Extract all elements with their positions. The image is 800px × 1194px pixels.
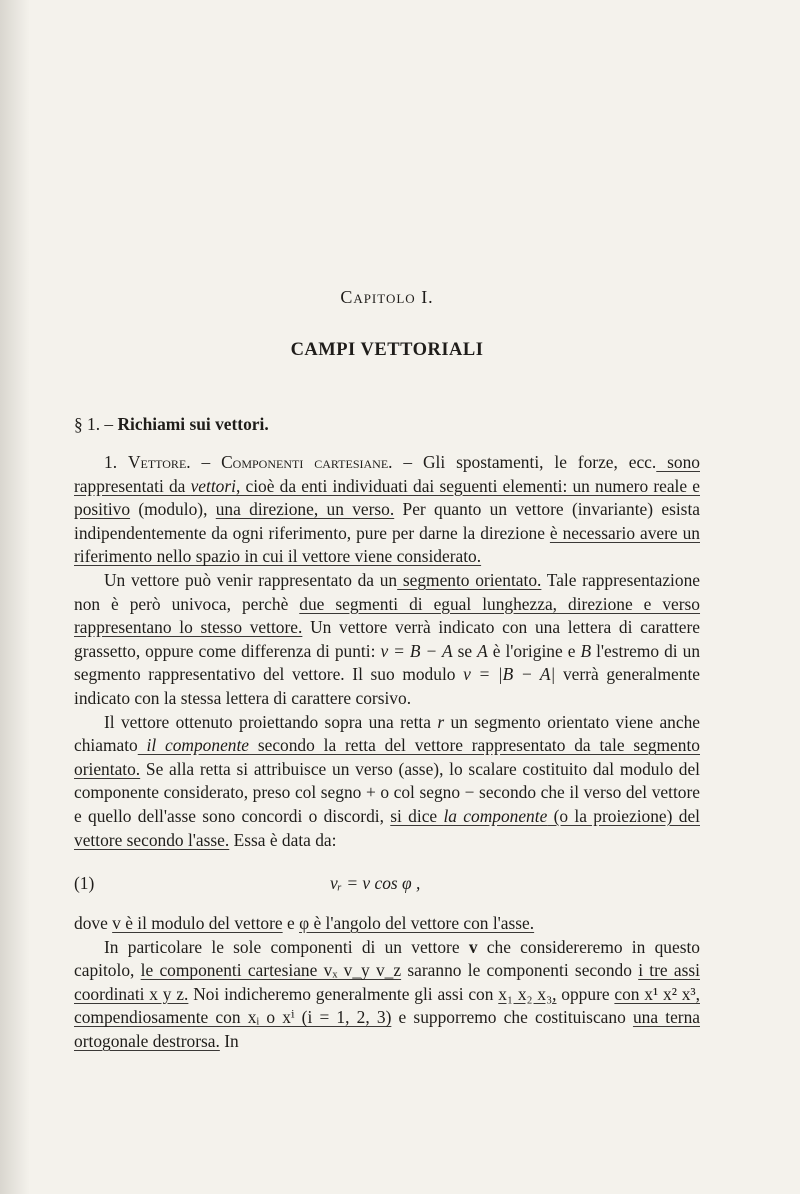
text: che considereremo in questo capitolo, xyxy=(74,936,700,981)
text: In particolare le sole componenti di un vettore xyxy=(104,936,469,957)
math-symbol: r xyxy=(437,711,445,732)
chapter-label: Capitolo I. xyxy=(340,287,434,307)
body-text xyxy=(74,451,700,1054)
underlined-text: le componenti cartesiane vₓ v_y v_z xyxy=(140,960,402,981)
chapter-title: CAMPI VETTORIALI xyxy=(290,340,484,360)
text: , cioè da enti individuati dai seguenti elementi: un numero reale e positivo xyxy=(74,475,700,520)
heading-componenti: Componenti cartesiane. xyxy=(221,452,393,472)
text: Il vettore ottenuto proiettando sopra una retta xyxy=(104,711,438,732)
text: saranno le componenti secondo xyxy=(401,960,639,981)
underlined-text: segmento orientato. xyxy=(397,569,542,590)
text: un segmento orientato viene anche chiamato xyxy=(74,711,700,756)
equation-number: (1) xyxy=(74,873,95,894)
text: Tale rappresentazione non è però univoca, perchè xyxy=(74,569,700,614)
underlined-text: compendiosamente con xᵢ o xⁱ (i = 1, 2, 3) xyxy=(74,1007,392,1028)
text: (modulo), xyxy=(130,499,216,520)
math-expression: v = B − A xyxy=(380,640,453,661)
underlined-text: x₁ x₂ x₃, xyxy=(498,983,557,1004)
section-heading xyxy=(74,413,700,437)
para-number: 1. xyxy=(104,452,118,472)
text: Se alla retta si attribuisce un verso (asse), lo scalare costituito dal modulo del componente considerato, preso col segno + o col segno − secondo che il verso del vettore e quello dell'asse sono concordi o discordi, xyxy=(74,758,700,826)
underlined-text: una direzione, un verso. xyxy=(215,499,395,520)
paragraph-2 xyxy=(74,569,700,711)
text: (o la proiezione) del vettore secondo l'asse. xyxy=(74,805,700,850)
text: si dice xyxy=(390,805,444,826)
text: Per quanto un vettore (invariante) esista indipendentemente da ogni riferimento, pure per darne la direzione xyxy=(74,499,700,543)
text: sono rappresentati da xyxy=(74,452,700,496)
text: Essa è data da: xyxy=(229,829,337,850)
math-symbol: B xyxy=(580,640,592,661)
text: Gli spostamenti, le forze, ecc. xyxy=(422,452,657,472)
italic-term: vettori xyxy=(190,475,236,496)
underlined-text: è necessario avere un riferimento nello spazio in cui il vettore viene considerato. xyxy=(74,522,700,567)
text: oppure xyxy=(556,983,615,1004)
text: In xyxy=(219,1031,239,1052)
italic-term: il componente xyxy=(137,735,250,756)
underlined-text: i tre assi coordinati x y z. xyxy=(74,960,700,1004)
paragraph-1 xyxy=(74,451,700,569)
text: Noi indicheremo generalmente gli assi con xyxy=(188,983,499,1004)
text: e xyxy=(282,913,300,934)
text: Un vettore verrà indicato con una lettera di carattere grassetto, oppure come differenza di punti: xyxy=(74,617,700,661)
math-expression: v = |B − A| xyxy=(463,664,556,685)
paragraph-3 xyxy=(74,711,700,853)
italic-term: la componente xyxy=(443,805,548,826)
equation-expression: vᵣ = v cos φ , xyxy=(330,873,421,894)
underlined-text: v è il modulo del vettore xyxy=(112,913,283,934)
dash: – xyxy=(392,452,423,472)
text: dove xyxy=(74,913,113,934)
text: è l'origine e xyxy=(487,640,581,661)
underlined-text: una terna ortogonale destrorsa. xyxy=(74,1007,700,1052)
paragraph-5 xyxy=(74,936,700,1054)
section-title: Richiami sui vettori. xyxy=(117,414,269,434)
paragraph-4 xyxy=(74,912,700,936)
math-symbol: A xyxy=(477,640,488,661)
text: secondo la retta del vettore rappresentato da tale segmento orientato. xyxy=(74,735,700,779)
text: Un vettore può venir rappresentato da un xyxy=(104,569,398,590)
underlined-text: due segmenti di egual lunghezza, direzione e verso rappresentano lo stesso vettore. xyxy=(74,593,701,638)
text: l'estremo di un segmento rappresentativo del vettore. Il suo modulo xyxy=(74,640,701,685)
text: se xyxy=(452,640,478,661)
math-bold-symbol: v xyxy=(468,936,478,957)
dash: – xyxy=(190,452,222,472)
text: verrà generalmente indicato con la stessa lettera di carattere corsivo. xyxy=(74,664,700,708)
underlined-text: con x¹ x² x³, xyxy=(614,983,700,1004)
section-number: § 1. – xyxy=(74,414,114,434)
heading-vettore: Vettore. xyxy=(127,452,191,472)
scan-edge-shadow xyxy=(0,0,30,1194)
underlined-text: φ è l'angolo del vettore con l'asse. xyxy=(299,913,535,934)
equation-1 xyxy=(74,860,700,908)
text: e supporremo che costituiscano xyxy=(391,1007,633,1028)
